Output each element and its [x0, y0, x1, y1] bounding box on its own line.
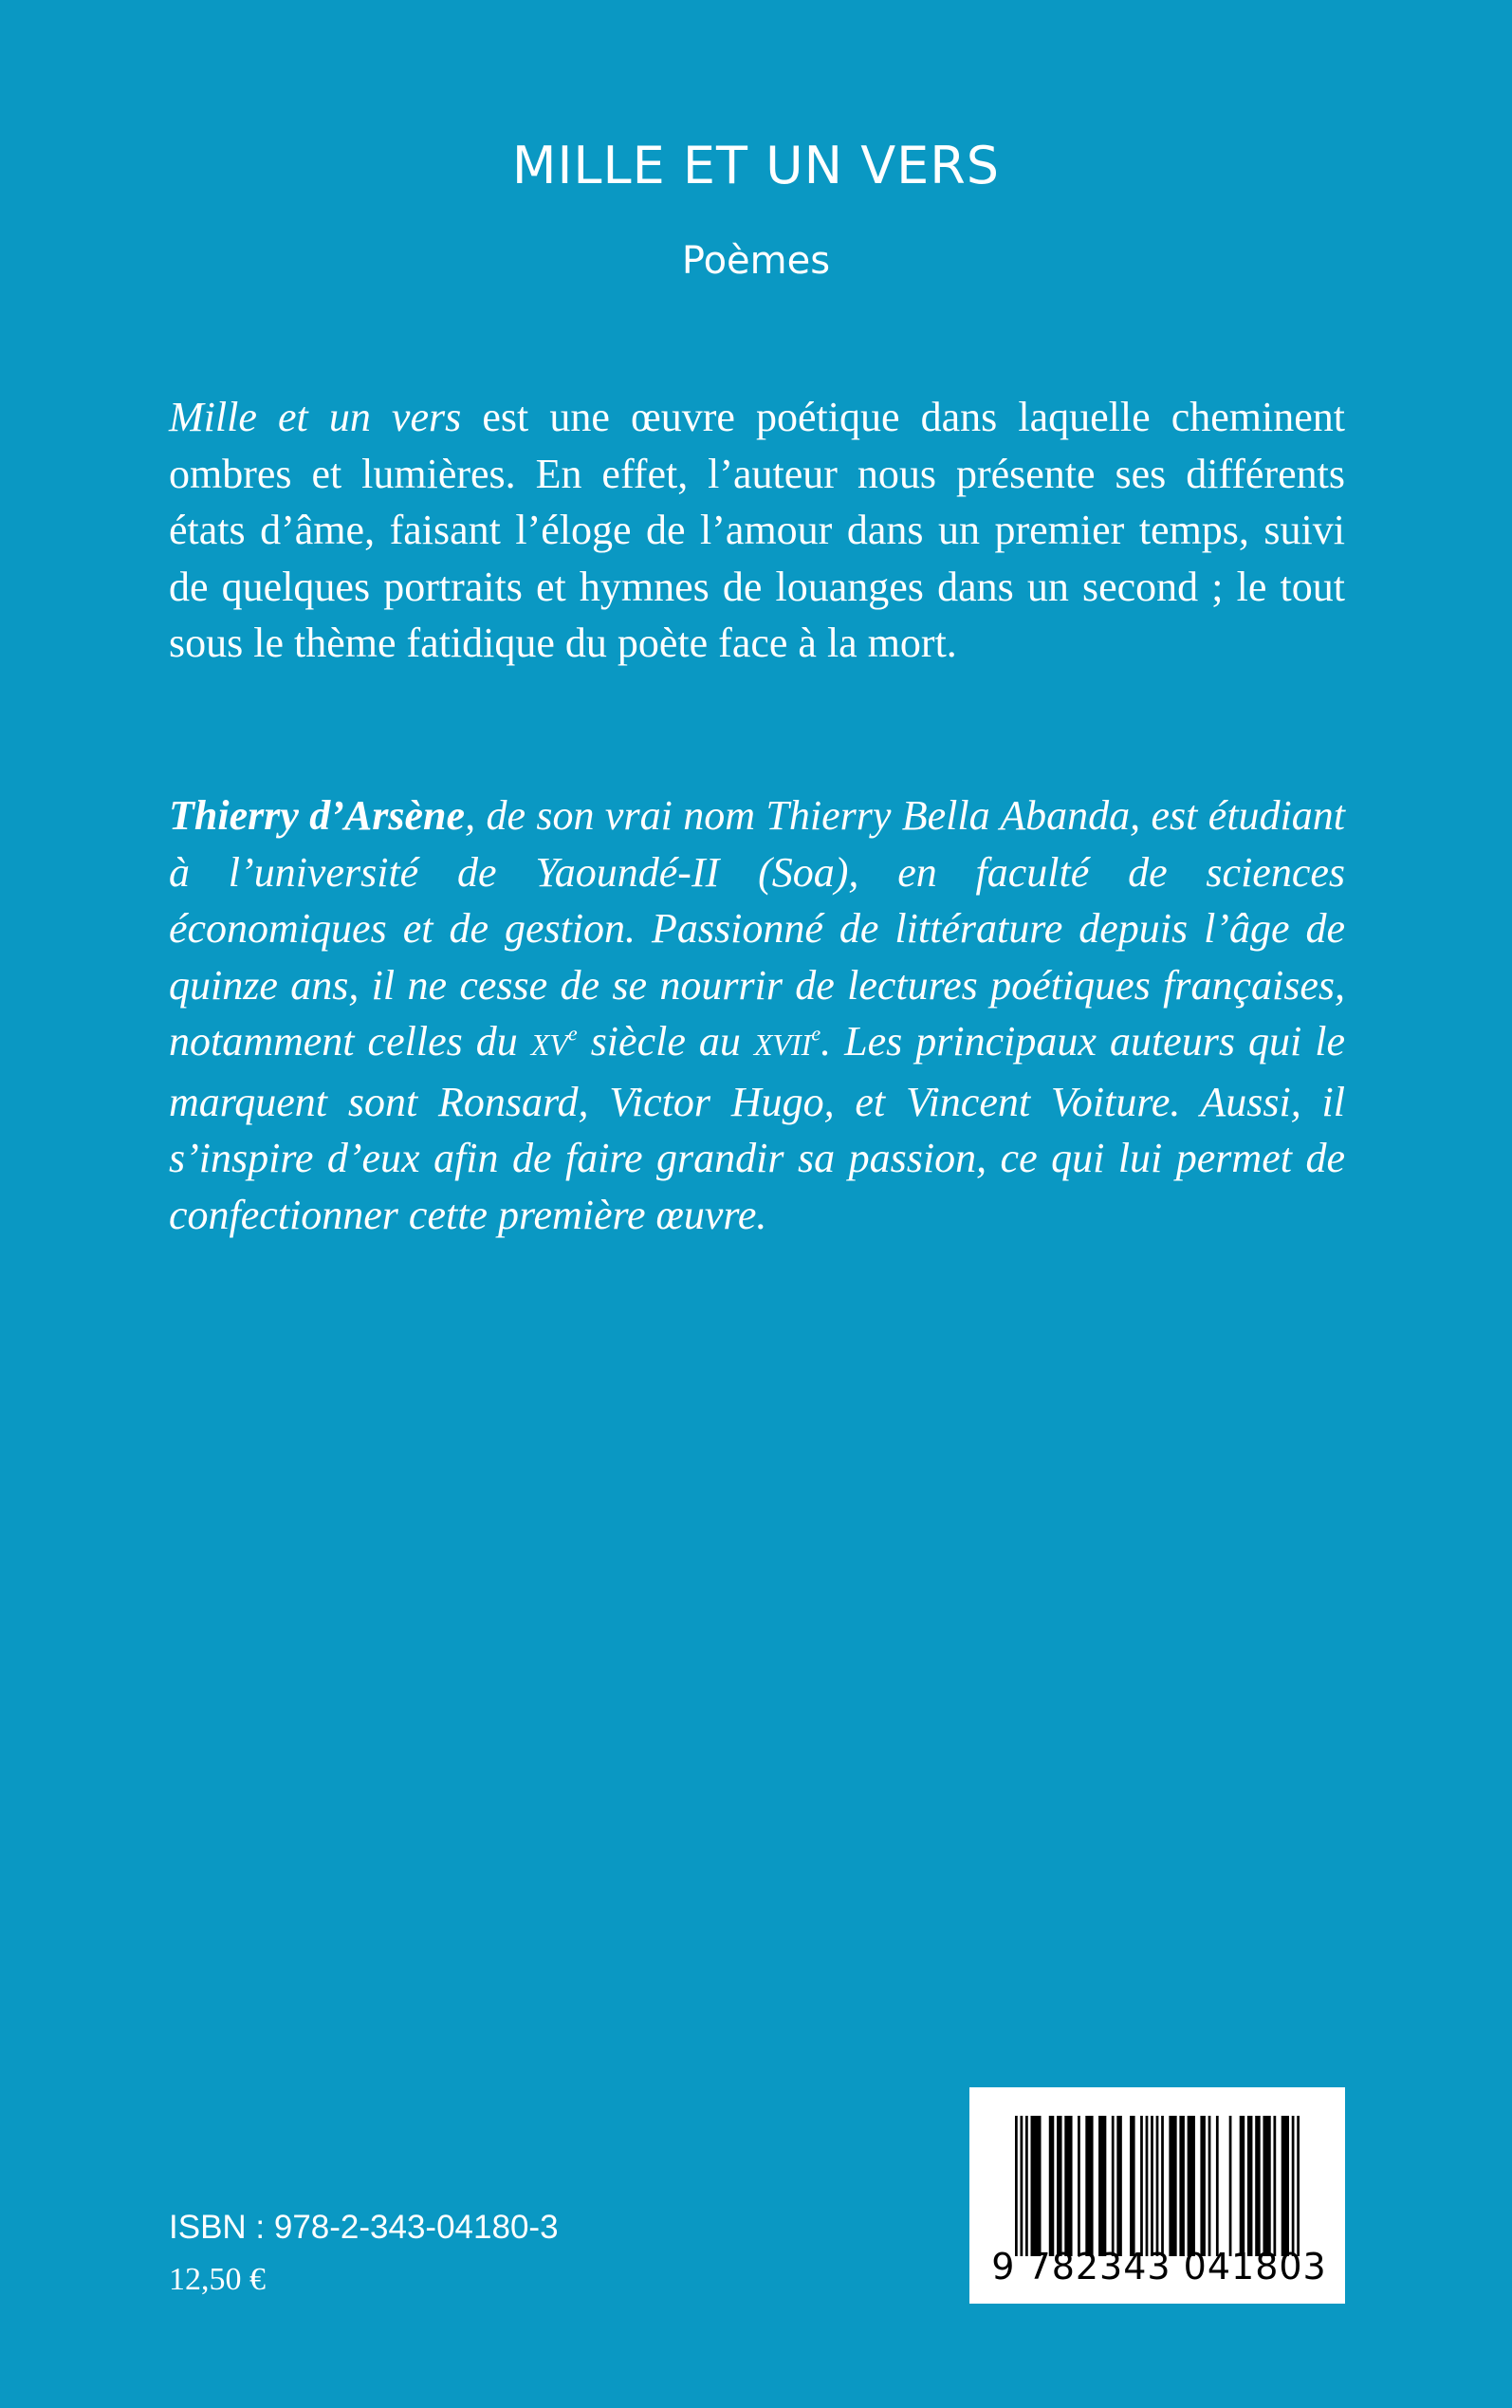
- barcode-bar: [1021, 2116, 1023, 2256]
- isbn: ISBN : 978-2-343-04180-3: [169, 2209, 559, 2246]
- barcode-bar: [1156, 2116, 1159, 2256]
- barcode-bar: [1200, 2116, 1206, 2256]
- barcode-bar: [1112, 2116, 1115, 2256]
- barcode-bar: [1255, 2116, 1261, 2256]
- barcode-bar: [1188, 2116, 1195, 2256]
- barcode-bars: [1015, 2116, 1300, 2256]
- bio-text-1: , de son vrai nom Thierry Bella Abanda, est étudiant à l’université de Yaoundé-II (Soa), en faculté de sciences économiques et de gestion. Passionné de littérature depuis l’âge de quinze ans, il ne cesse de se nourrir de lectures poétiques françaises, notamment celles du: [169, 792, 1345, 1065]
- barcode-bar: [1247, 2116, 1253, 2256]
- barcode-bar: [1057, 2116, 1062, 2256]
- barcode-bar: [1169, 2116, 1176, 2256]
- book-blurb: [169, 389, 1345, 672]
- book-subtitle: Poèmes: [681, 239, 831, 283]
- barcode-bar: [1263, 2116, 1270, 2256]
- barcode-bar: [1240, 2116, 1245, 2256]
- blurb-title-italic: Mille et un vers: [169, 394, 462, 440]
- barcode-bar: [1140, 2116, 1143, 2256]
- barcode-bar: [1031, 2116, 1042, 2256]
- barcode-bar: [1229, 2116, 1232, 2256]
- barcode-bar: [1179, 2116, 1185, 2256]
- barcode-bar: [1098, 2116, 1106, 2256]
- price: 12,50 €: [169, 2262, 266, 2297]
- barcode-bar: [1064, 2116, 1072, 2256]
- barcode-bar: [1216, 2116, 1219, 2256]
- barcode-bar: [1116, 2116, 1122, 2256]
- barcode-bar: [1049, 2116, 1055, 2256]
- barcode-bar: [1273, 2116, 1276, 2256]
- barcode-bar: [1025, 2116, 1028, 2256]
- barcode-bar: [1151, 2116, 1153, 2256]
- century-xv-sup: e: [567, 1021, 578, 1046]
- barcode-bar: [1208, 2116, 1211, 2256]
- author-bio: [169, 787, 1345, 1243]
- barcode-bar: [1085, 2116, 1093, 2256]
- book-title: MILLE ET UN VERS: [511, 136, 1001, 195]
- barcode-bar: [1130, 2116, 1135, 2256]
- author-name: Thierry d’Arsène: [169, 792, 466, 839]
- barcode-bar: [1146, 2116, 1149, 2256]
- century-xvii-sup: e: [811, 1021, 821, 1046]
- barcode-bar: [1078, 2116, 1080, 2256]
- barcode-bar: [1161, 2116, 1164, 2256]
- barcode-bar: [1015, 2116, 1018, 2256]
- barcode-digits: 9 782343 041803: [991, 2246, 1327, 2288]
- bio-text-3: . Les principaux auteurs qui le marquent sont Ronsard, Victor Hugo, et Vincent Voiture. Aussi, il s’inspire d’eux afin de faire grandir sa passion, ce qui lui permet de confectionner cette première œuvre.: [169, 1018, 1345, 1238]
- century-xv: XV: [530, 1028, 568, 1062]
- barcode-box: [969, 2087, 1345, 2304]
- bio-text-2: siècle au: [577, 1018, 754, 1065]
- blurb-text: est une œuvre poétique dans laquelle cheminent ombres et lumières. En effet, l’auteur nous présente ses différents états d’âme, faisant l’éloge de l’amour dans un premier temps, suivi de quelques portraits et hymnes de louanges dans un second ; le tout sous le thème fatidique du poète face à la mort.: [169, 394, 1346, 666]
- barcode-bar: [1297, 2116, 1300, 2256]
- century-xvii: XVII: [753, 1028, 812, 1062]
- barcode-bar: [1292, 2116, 1295, 2256]
- barcode-bar: [1282, 2116, 1289, 2256]
